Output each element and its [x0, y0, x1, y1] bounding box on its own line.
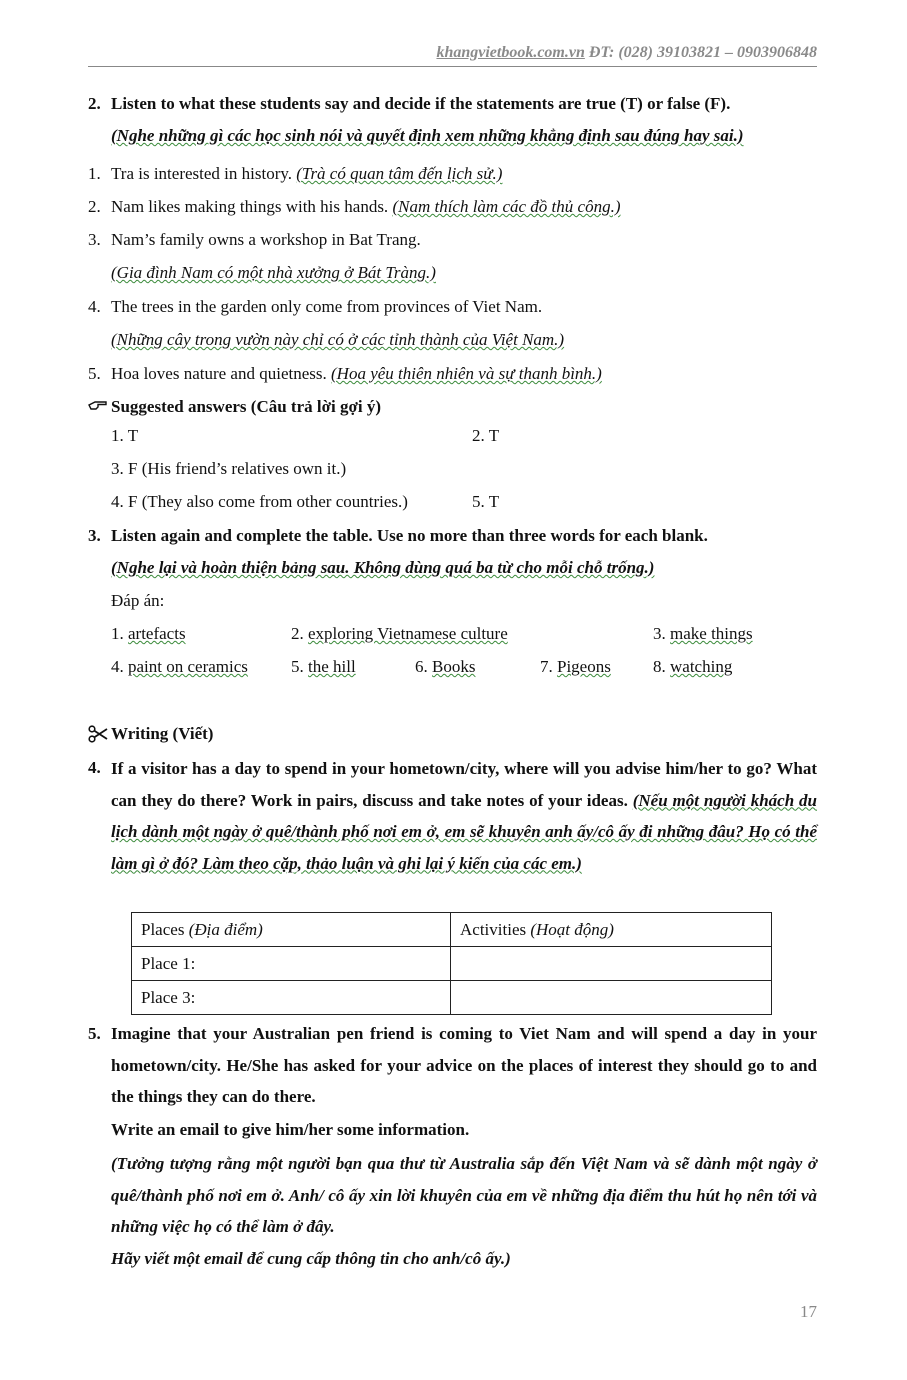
scissors-icon — [88, 725, 108, 748]
ex3-number: 3. — [88, 526, 101, 545]
table-header-places: Places (Địa điểm) — [132, 913, 451, 947]
ex5-text2: Write an email to give him/her some information. — [111, 1120, 470, 1139]
ex3-answer: 6. Books — [415, 657, 476, 676]
ex3-answer-label: Đáp án: — [111, 591, 165, 610]
answers-title: Suggested answers (Câu trả lời gợi ý) — [111, 397, 382, 416]
ex2-title-vi: (Nghe những gì các học sinh nói và quyết định xem những khẳng định sau đúng hay sai.) — [111, 126, 744, 145]
ex3-answer: 7. Pigeons — [540, 657, 611, 676]
ex5-text: Imagine that your Australian pen friend is coming to Viet Nam and will spend a day in your hometown/city. He/She has asked for your advice on the places of interest they should go to and the things they can do there. — [111, 1024, 817, 1106]
page-number: 17 — [800, 1302, 817, 1321]
header-site: khangvietbook.com.vn — [436, 44, 585, 61]
ex2-item-vi: (Nam thích làm các đồ thủ công.) — [392, 197, 621, 216]
ex5-text-vi: (Tưởng tượng rằng một người bạn qua thư từ Australia sắp đến Việt Nam và sẽ dành một ngày ở quê/thành phố nơi em ở. Anh/ cô ấy xin lời khuyên của em về những địa điểm thu hút họ nên tới và những việc họ có thể làm ở đây. — [111, 1154, 817, 1236]
ex5-number: 5. — [88, 1024, 101, 1043]
ex3-title-vi: (Nghe lại và hoàn thiện bảng sau. Không dùng quá ba từ cho mỗi chỗ trống.) — [111, 558, 655, 577]
ex3-answer: 3. make things — [653, 624, 753, 643]
ex3-answer: 5. the hill — [291, 657, 356, 676]
ex2-item-vi: (Hoa yêu thiên nhiên và sự thanh bình.) — [331, 364, 602, 383]
table-row — [132, 981, 772, 1015]
ex2-item-num: 2. — [88, 197, 101, 216]
notes-table — [131, 912, 772, 1015]
header-divider — [88, 66, 817, 67]
answer: 1. T — [111, 426, 139, 445]
answer: 2. T — [472, 426, 500, 445]
page-header — [436, 44, 817, 62]
ex3-answer: 1. artefacts — [111, 624, 186, 643]
ex2-item — [111, 197, 620, 217]
ex2-item-vi: (Những cây trong vườn này chỉ có ở các tỉnh thành của Việt Nam.) — [111, 330, 565, 349]
ex2-item-num: 1. — [88, 164, 101, 183]
table-cell-activity[interactable] — [451, 947, 772, 981]
ex3-title: Listen again and complete the table. Use no more than three words for each blank. — [111, 526, 708, 545]
table-row — [132, 947, 772, 981]
ex2-item-num: 4. — [88, 297, 101, 316]
answer: 5. T — [472, 492, 500, 511]
ex2-item-en: The trees in the garden only come from provinces of Viet Nam. — [111, 297, 543, 316]
ex2-item-num: 3. — [88, 230, 101, 249]
ex4-text-en: If a visitor has a day to spend in your hometown/city, where will you advise him/her to go? What can they do there? Work in pairs, discuss and take notes of your ideas. — [111, 759, 817, 810]
ex2-number: 2. — [88, 94, 101, 113]
ex4-text-vi: (Nếu một người khách du lịch dành một ngày ở quê/thành phố nơi em ở, em sẽ khuyên anh ấy/cô ấy đi những đâu? Họ có thể làm gì ở đó? Làm theo cặp, thảo luận và ghi lại ý kiến của các em.) — [111, 790, 818, 873]
ex2-title: Listen to what these students say and decide if the statements are true (T) or false (F). — [111, 94, 731, 113]
ex3-answer: 4. paint on ceramics — [111, 657, 248, 676]
table-cell-place: Place 3: — [132, 981, 451, 1015]
table-row — [132, 913, 772, 947]
ex4-text — [111, 753, 817, 879]
table-header-activities: Activities (Hoạt động) — [451, 913, 772, 947]
ex2-item — [111, 164, 502, 184]
ex2-item-vi: (Gia đình Nam có một nhà xưởng ở Bát Tràng.) — [111, 263, 436, 282]
ex2-item-en: Hoa loves nature and quietness. — [111, 364, 327, 383]
header-phone: ĐT: (028) 39103821 – 0903906848 — [588, 44, 817, 61]
ex4-number: 4. — [88, 758, 101, 777]
ex2-item-en: Nam likes making things with his hands. — [111, 197, 389, 216]
ex2-item-vi: (Trà có quan tâm đến lịch sử.) — [296, 164, 503, 183]
writing-title: Writing (Viết) — [111, 724, 214, 743]
pointing-hand-icon — [88, 397, 108, 418]
table-cell-activity[interactable] — [451, 981, 772, 1015]
ex2-item — [111, 364, 602, 384]
ex2-item-en: Nam’s family owns a workshop in Bat Trang. — [111, 230, 421, 249]
answer: 4. F (They also come from other countries.) — [111, 492, 408, 511]
answer: 3. F (His friend’s relatives own it.) — [111, 459, 347, 478]
ex5-text-vi2: Hãy viết một email để cung cấp thông tin cho anh/cô ấy.) — [111, 1249, 511, 1268]
ex3-answer: 8. watching — [653, 657, 733, 676]
table-cell-place: Place 1: — [132, 947, 451, 981]
ex3-answer: 2. exploring Vietnamese culture — [291, 624, 508, 643]
ex2-item-en: Tra is interested in history. — [111, 164, 293, 183]
ex2-item-num: 5. — [88, 364, 101, 383]
